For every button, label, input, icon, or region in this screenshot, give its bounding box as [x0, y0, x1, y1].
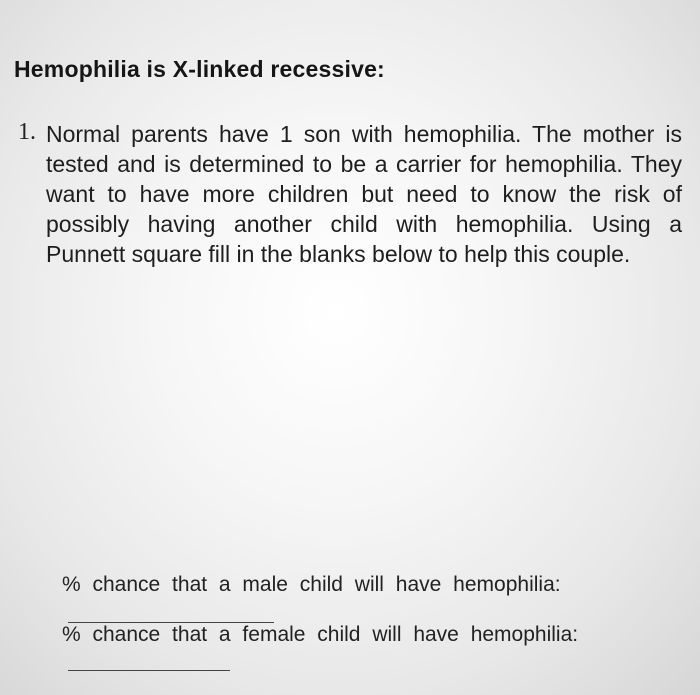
male-chance-prompt: % chance that a male child will have hemophilia:	[62, 573, 561, 596]
female-chance-blank[interactable]	[68, 670, 230, 671]
female-chance-prompt: % chance that a female child will have hemophilia:	[62, 623, 579, 646]
question-text: Normal parents have 1 son with hemophilia. The mother is tested and is determined to be a carrier for hemophilia. They want to have more children but need to know the risk of possibly having another child with hemophilia. Using a Punnett square fill in the blanks below to help this couple.	[46, 121, 682, 267]
question-number: 1.	[18, 119, 36, 145]
worksheet-heading: Hemophilia is X-linked recessive:	[14, 56, 385, 82]
